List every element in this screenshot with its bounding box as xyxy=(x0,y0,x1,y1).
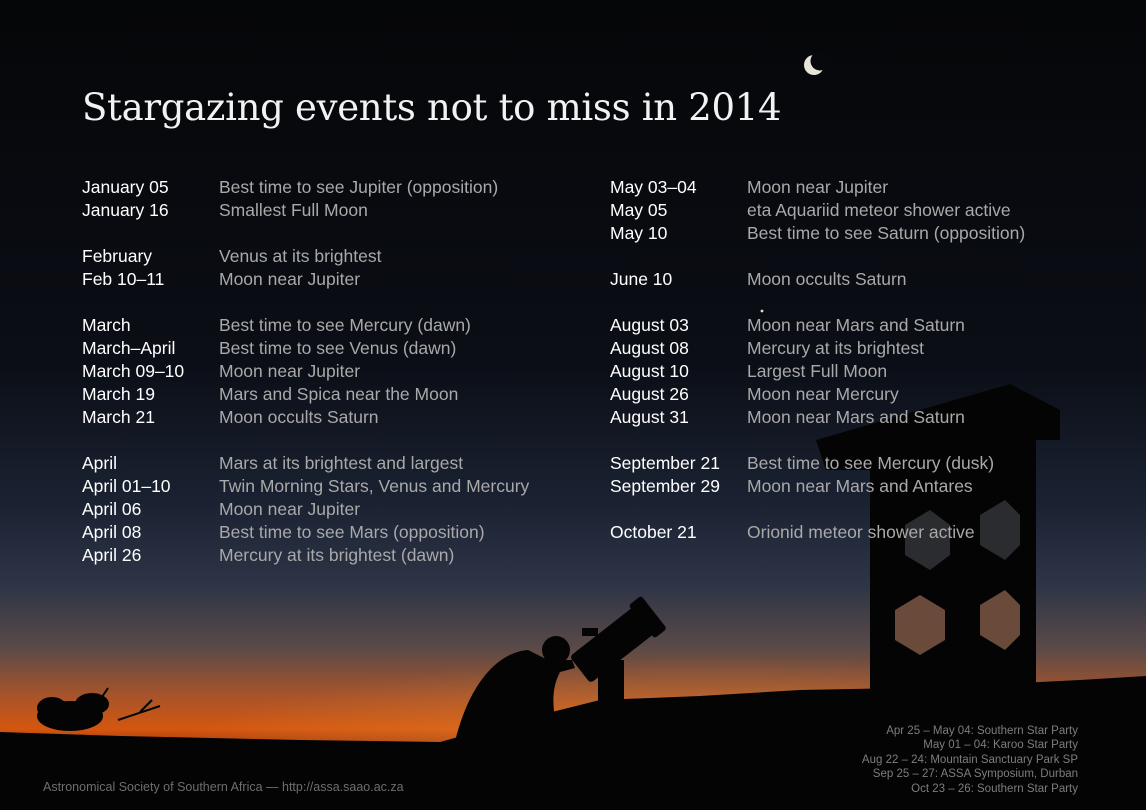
event-description: Moon near Mars and Antares xyxy=(747,476,973,496)
event-date: March 09–10 xyxy=(82,361,185,381)
event-date: April 06 xyxy=(82,499,142,519)
event-date: January 05 xyxy=(82,177,169,197)
event-date: February xyxy=(82,246,153,266)
event-date: March 21 xyxy=(82,407,155,427)
event-description: Mercury at its brightest (dawn) xyxy=(219,545,455,565)
star-party-item: Oct 23 – 26: Southern Star Party xyxy=(911,782,1078,795)
event-row xyxy=(610,475,1025,498)
section-gap xyxy=(610,498,1025,521)
event-row xyxy=(82,176,529,199)
event-row xyxy=(610,314,1025,337)
event-row xyxy=(82,337,529,360)
event-description: Best time to see Mercury (dusk) xyxy=(747,453,995,473)
event-description: Moon occults Saturn xyxy=(747,269,907,289)
section-gap xyxy=(610,291,1025,314)
event-row xyxy=(82,383,529,406)
event-row xyxy=(82,199,529,222)
event-date: March 19 xyxy=(82,384,155,404)
event-date: April 26 xyxy=(82,545,142,565)
event-description: Mercury at its brightest xyxy=(747,338,924,358)
event-row xyxy=(82,475,529,498)
event-row xyxy=(610,222,1025,245)
event-date: Feb 10–11 xyxy=(82,269,165,289)
event-description: Best time to see Saturn (opposition) xyxy=(747,223,1026,243)
event-description: Best time to see Mars (opposition) xyxy=(219,522,485,542)
event-date: August 26 xyxy=(610,384,689,404)
events-right-column xyxy=(610,176,1025,544)
star-party-item: Apr 25 – May 04: Southern Star Party xyxy=(886,725,1078,737)
event-row xyxy=(610,268,1025,291)
event-date: August 31 xyxy=(610,407,689,427)
event-row xyxy=(610,521,1025,544)
event-row xyxy=(610,176,1025,199)
event-row xyxy=(82,521,529,544)
event-row xyxy=(82,268,529,291)
event-description: Largest Full Moon xyxy=(747,361,888,381)
event-description: Moon near Jupiter xyxy=(219,269,361,289)
event-description: Venus at its brightest xyxy=(219,246,382,266)
event-date: October 21 xyxy=(610,522,697,542)
event-date: June 10 xyxy=(610,269,673,289)
event-description: Best time to see Mercury (dawn) xyxy=(219,315,471,335)
event-row xyxy=(610,452,1025,475)
event-description: Moon near Mars and Saturn xyxy=(747,315,965,335)
event-date: August 08 xyxy=(610,338,689,358)
star-parties-list xyxy=(862,724,1078,796)
event-row xyxy=(610,406,1025,429)
star-party-item: Sep 25 – 27: ASSA Symposium, Durban xyxy=(872,768,1078,781)
event-description: Twin Morning Stars, Venus and Mercury xyxy=(219,476,530,496)
event-date: March xyxy=(82,315,131,335)
event-date: September 21 xyxy=(610,453,720,473)
event-date: April 08 xyxy=(82,522,142,542)
event-row xyxy=(82,498,529,521)
event-date: August 03 xyxy=(610,315,689,335)
event-description: Moon near Jupiter xyxy=(219,361,361,381)
event-description: Mars and Spica near the Moon xyxy=(219,384,459,404)
event-date: May 03–04 xyxy=(610,177,697,197)
event-date: March–April xyxy=(82,338,176,358)
event-row xyxy=(82,245,529,268)
event-row xyxy=(82,360,529,383)
event-row xyxy=(610,360,1025,383)
event-date: January 16 xyxy=(82,200,169,220)
event-row xyxy=(82,452,529,475)
event-date: April 01–10 xyxy=(82,476,171,496)
event-description: Best time to see Venus (dawn) xyxy=(219,338,457,358)
star-party-item: May 01 – 04: Karoo Star Party xyxy=(923,739,1078,752)
event-description: Moon near Jupiter xyxy=(219,499,361,519)
page-title: Stargazing events not to miss in 2014 xyxy=(82,86,782,129)
event-description: Smallest Full Moon xyxy=(219,200,368,220)
star-party-item: Aug 22 – 24: Mountain Sanctuary Park SP xyxy=(861,753,1078,766)
event-date: April xyxy=(82,453,118,473)
event-description: Moon near Mars and Saturn xyxy=(747,407,965,427)
section-gap xyxy=(610,245,1025,268)
section-gap xyxy=(82,291,529,314)
event-row xyxy=(82,406,529,429)
event-row xyxy=(82,544,529,567)
event-row xyxy=(610,337,1025,360)
event-description: eta Aquariid meteor shower active xyxy=(747,200,1011,220)
event-description: Best time to see Jupiter (opposition) xyxy=(219,177,499,197)
event-description: Orionid meteor shower active xyxy=(747,522,975,542)
event-row xyxy=(610,383,1025,406)
events-left-column xyxy=(82,176,529,567)
event-description: Moon near Jupiter xyxy=(747,177,889,197)
event-row xyxy=(82,314,529,337)
event-date: September 29 xyxy=(610,476,720,496)
event-date: May 05 xyxy=(610,200,668,220)
footer-credit: Astronomical Society of Southern Africa — http://assa.saao.ac.za xyxy=(43,780,404,794)
event-date: May 10 xyxy=(610,223,668,243)
event-row xyxy=(610,199,1025,222)
event-date: August 10 xyxy=(610,361,689,381)
event-description: Moon near Mercury xyxy=(747,384,899,404)
section-gap xyxy=(82,429,529,452)
event-description: Mars at its brightest and largest xyxy=(219,453,464,473)
section-gap xyxy=(82,222,529,245)
event-description: Moon occults Saturn xyxy=(219,407,379,427)
section-gap xyxy=(610,429,1025,452)
